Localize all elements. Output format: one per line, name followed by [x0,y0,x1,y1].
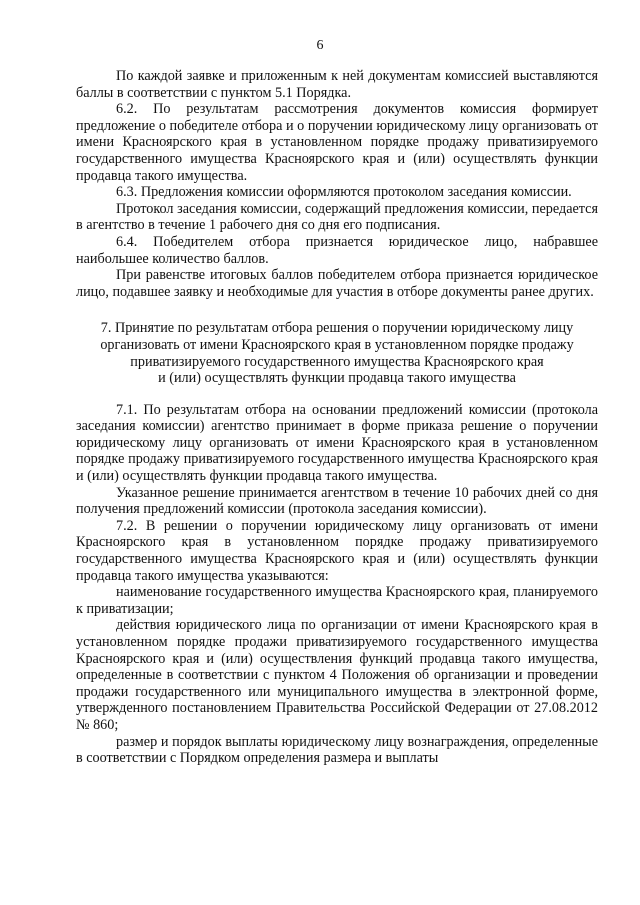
paragraph-7-1: 7.1. По результатам отбора на основании предложений комиссии (протокола заседания комиссии) агентство принимает в форме приказа решение о поручении юридическому лицу организовать от имени Красноярского края в установленном порядке продажу приватизируемого государственного имущества Красноярского края и (или) осуществлять функции продавца такого имущества. [76,401,598,485]
paragraph-protocol: Протокол заседания комиссии, содержащий предложения комиссии, передается в агентство в течение 1 рабочего дня со дня его подписания. [76,200,598,234]
paragraph-6-3: 6.3. Предложения комиссии оформляются протоколом заседания комиссии. [116,184,572,201]
section-title-line: и (или) осуществлять функции продавца такого имущества [158,370,516,387]
paragraph-decision-term: Указанное решение принимается агентством в течение 10 рабочих дней со дня получения предложений комиссии (протокола заседания комиссии). [76,484,598,518]
page-number: 6 [316,38,324,53]
document-body [76,68,598,767]
section-7-title [76,320,598,386]
section-title-line: организовать от имени Красноярского края в установленном порядке продажу [100,336,574,353]
paragraph-6-4: 6.4. Победителем отбора признается юридическое лицо, набравшее наибольшее количество баллов. [76,233,598,267]
paragraph-7-2: 7.2. В решении о поручении юридическому лицу организовать от имени Красноярского края в установленном порядке продажу приватизируемого государственного имущества Красноярского края и (или) осуществлять функции продавца такого имущества указываются: [76,517,598,584]
section-title-line: приватизируемого государственного имущества Красноярского края [130,353,544,370]
section-title-line: 7. Принятие по результатам отбора решения о поручении юридическому лицу [100,320,574,337]
list-item-property-name: наименование государственного имущества Красноярского края, планируемого к приватизации; [76,584,598,617]
paragraph-scoring: По каждой заявке и приложенным к ней документам комиссией выставляются баллы в соответствии с пунктом 5.1 Порядка. [76,68,598,101]
list-item-remuneration: размер и порядок выплаты юридическому лицу вознаграждения, определенные в соответствии с Порядком определения размера и выплаты [76,733,598,767]
list-item-actions: действия юридического лица по организации от имени Красноярского края в установленном порядке продажи приватизируемого государственного имущества Красноярского края и (или) осуществления функций продавца такого имущества, определенные в соответствии с пунктом 4 Положения об организации и проведении продажи государственного или муниципального имущества в электронной форме, утвержденного постановлением Правительства Российской Федерации от 27.08.2012 № 860; [76,617,598,733]
paragraph-equal-scores: При равенстве итоговых баллов победителем отбора признается юридическое лицо, подавшее заявку и необходимые для участия в отборе документы ранее других. [76,267,598,300]
paragraph-6-2: 6.2. По результатам рассмотрения документов комиссия формирует предложение о победителе отбора и о поручении юридическому лицу организовать от имени Красноярского края в установленном порядке продажу приватизируемого государственного имущества Красноярского края и (или) осуществлять функции продавца такого имущества. [76,101,598,184]
